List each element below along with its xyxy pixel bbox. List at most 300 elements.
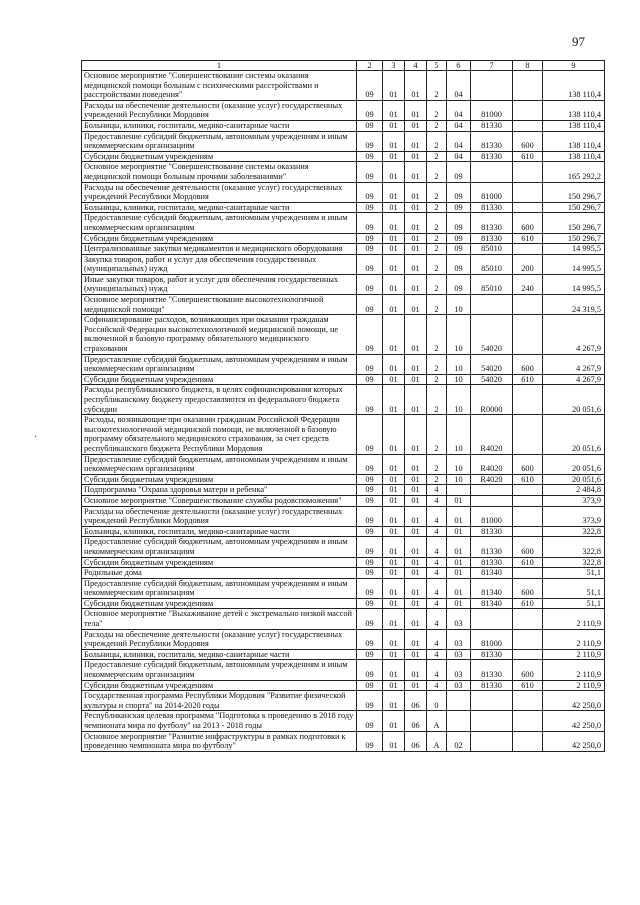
col-subsection: 01 bbox=[405, 274, 427, 294]
col-section: 01 bbox=[383, 568, 405, 579]
col-program: 2 bbox=[427, 374, 447, 385]
page-number: 97 bbox=[572, 34, 585, 49]
col-section: 01 bbox=[383, 120, 405, 131]
col-target bbox=[471, 495, 513, 506]
col-program: 2 bbox=[427, 182, 447, 202]
row-name: Больницы, клиники, госпитали, медико-санитарные части bbox=[82, 202, 357, 213]
col-subprogram bbox=[447, 485, 471, 496]
col-ministry: 09 bbox=[357, 213, 383, 233]
col-ministry: 09 bbox=[357, 711, 383, 731]
col-program: 2 bbox=[427, 202, 447, 213]
col-subprogram: 10 bbox=[447, 354, 471, 374]
table-row bbox=[82, 691, 605, 711]
col-subsection: 01 bbox=[405, 495, 427, 506]
col-section: 01 bbox=[383, 731, 405, 751]
col-section: 01 bbox=[383, 385, 405, 415]
col-subprogram: 01 bbox=[447, 506, 471, 526]
col-target bbox=[471, 295, 513, 315]
col-subsection: 01 bbox=[405, 295, 427, 315]
row-name: Предоставление субсидий бюджетным, автономным учреждениям и иным некоммерческим организациям bbox=[82, 354, 357, 374]
row-name: Родильные дома bbox=[82, 568, 357, 579]
col-program: 4 bbox=[427, 629, 447, 649]
col-subprogram: 04 bbox=[447, 151, 471, 162]
header-cell: 9 bbox=[543, 61, 605, 71]
col-amount: 150 296,7 bbox=[543, 202, 605, 213]
col-program: 4 bbox=[427, 537, 447, 557]
row-name: Основное мероприятие "Развитие инфраструктуры в рамках подготовки к проведению чемпионата мира по футболу" bbox=[82, 731, 357, 751]
col-section: 01 bbox=[383, 131, 405, 151]
col-section: 01 bbox=[383, 254, 405, 274]
col-subsection: 01 bbox=[405, 537, 427, 557]
col-program: 2 bbox=[427, 354, 447, 374]
col-program: 2 bbox=[427, 162, 447, 182]
table-row bbox=[82, 151, 605, 162]
col-subsection: 01 bbox=[405, 485, 427, 496]
col-ministry: 09 bbox=[357, 649, 383, 660]
col-section: 01 bbox=[383, 557, 405, 568]
col-ministry: 09 bbox=[357, 274, 383, 294]
col-section: 01 bbox=[383, 315, 405, 354]
col-subprogram: 01 bbox=[447, 598, 471, 609]
col-section: 01 bbox=[383, 454, 405, 474]
row-name: Предоставление субсидий бюджетным, автономным учреждениям и иным некоммерческим организациям bbox=[82, 213, 357, 233]
col-section: 01 bbox=[383, 495, 405, 506]
col-target: 81000 bbox=[471, 100, 513, 120]
col-target: 81330 bbox=[471, 233, 513, 244]
col-subsection: 06 bbox=[405, 711, 427, 731]
row-name: Расходы, возникающие при оказании гражданам Российской Федерации высокотехнологичной медицинской помощи, не включенной в базовую программу обязательного медицинского страхования, за счет средств республиканского бюджета Республики Мордовия bbox=[82, 415, 357, 454]
col-ministry: 09 bbox=[357, 202, 383, 213]
col-target: 81000 bbox=[471, 506, 513, 526]
table-row bbox=[82, 474, 605, 485]
col-subsection: 01 bbox=[405, 454, 427, 474]
table-row bbox=[82, 609, 605, 629]
col-amount: 51,1 bbox=[543, 598, 605, 609]
table-row bbox=[82, 568, 605, 579]
col-ministry: 09 bbox=[357, 485, 383, 496]
col-section: 01 bbox=[383, 295, 405, 315]
col-expense-type bbox=[513, 568, 543, 579]
col-ministry: 09 bbox=[357, 578, 383, 598]
col-ministry: 09 bbox=[357, 660, 383, 680]
table-row bbox=[82, 454, 605, 474]
col-expense-type bbox=[513, 182, 543, 202]
table-row bbox=[82, 274, 605, 294]
row-name: Закупка товаров, работ и услуг для обеспечения государственных (муниципальных) нужд bbox=[82, 254, 357, 274]
col-subsection: 06 bbox=[405, 731, 427, 751]
col-section: 01 bbox=[383, 233, 405, 244]
col-subprogram: 03 bbox=[447, 649, 471, 660]
row-name: Предоставление субсидий бюджетным, автономным учреждениям и иным некоммерческим организациям bbox=[82, 660, 357, 680]
col-section: 01 bbox=[383, 182, 405, 202]
col-program: 2 bbox=[427, 213, 447, 233]
col-amount: 138 110,4 bbox=[543, 100, 605, 120]
col-subsection: 01 bbox=[405, 151, 427, 162]
col-section: 01 bbox=[383, 202, 405, 213]
col-amount: 2 110,9 bbox=[543, 649, 605, 660]
col-program: 2 bbox=[427, 274, 447, 294]
col-expense-type bbox=[513, 100, 543, 120]
row-name: Больницы, клиники, госпитали, медико-санитарные части bbox=[82, 649, 357, 660]
col-program: 2 bbox=[427, 71, 447, 101]
col-subprogram: 01 bbox=[447, 537, 471, 557]
col-amount: 138 110,4 bbox=[543, 120, 605, 131]
col-ministry: 09 bbox=[357, 629, 383, 649]
col-target: 81330 bbox=[471, 660, 513, 680]
col-amount: 138 110,4 bbox=[543, 151, 605, 162]
col-subprogram: 09 bbox=[447, 233, 471, 244]
col-expense-type: 240 bbox=[513, 274, 543, 294]
col-target: 54020 bbox=[471, 354, 513, 374]
header-cell: 8 bbox=[513, 61, 543, 71]
col-target: 81330 bbox=[471, 557, 513, 568]
col-amount: 2 110,9 bbox=[543, 660, 605, 680]
row-name: Субсидии бюджетным учреждениям bbox=[82, 557, 357, 568]
table-row bbox=[82, 202, 605, 213]
col-subsection: 01 bbox=[405, 415, 427, 454]
col-ministry: 09 bbox=[357, 120, 383, 131]
col-expense-type bbox=[513, 71, 543, 101]
header-cell: 5 bbox=[427, 61, 447, 71]
col-ministry: 09 bbox=[357, 315, 383, 354]
col-subprogram: 09 bbox=[447, 254, 471, 274]
col-section: 01 bbox=[383, 598, 405, 609]
col-subsection: 01 bbox=[405, 578, 427, 598]
col-ministry: 09 bbox=[357, 233, 383, 244]
col-ministry: 09 bbox=[357, 162, 383, 182]
col-subsection: 01 bbox=[405, 254, 427, 274]
col-program: 2 bbox=[427, 295, 447, 315]
col-target: R0000 bbox=[471, 385, 513, 415]
col-ministry: 09 bbox=[357, 415, 383, 454]
col-program: 2 bbox=[427, 315, 447, 354]
col-target bbox=[471, 71, 513, 101]
col-subsection: 01 bbox=[405, 474, 427, 485]
col-program: 4 bbox=[427, 485, 447, 496]
col-section: 01 bbox=[383, 415, 405, 454]
col-amount: 138 110,4 bbox=[543, 71, 605, 101]
col-ministry: 09 bbox=[357, 295, 383, 315]
col-ministry: 09 bbox=[357, 609, 383, 629]
header-cell: 6 bbox=[447, 61, 471, 71]
col-section: 01 bbox=[383, 244, 405, 255]
col-amount: 51,1 bbox=[543, 578, 605, 598]
row-name: Субсидии бюджетным учреждениям bbox=[82, 374, 357, 385]
col-ministry: 09 bbox=[357, 506, 383, 526]
table-row bbox=[82, 537, 605, 557]
table-row bbox=[82, 711, 605, 731]
header-cell: 2 bbox=[357, 61, 383, 71]
col-expense-type: 610 bbox=[513, 374, 543, 385]
col-amount: 373,9 bbox=[543, 506, 605, 526]
col-ministry: 09 bbox=[357, 680, 383, 691]
col-subprogram: 10 bbox=[447, 454, 471, 474]
row-name: Основное мероприятие "Совершенствование высокотехнологичной медицинской помощи" bbox=[82, 295, 357, 315]
table-row bbox=[82, 131, 605, 151]
col-expense-type: 610 bbox=[513, 151, 543, 162]
col-section: 01 bbox=[383, 649, 405, 660]
col-subprogram: 01 bbox=[447, 578, 471, 598]
row-name: Больницы, клиники, госпитали, медико-санитарные части bbox=[82, 526, 357, 537]
col-section: 01 bbox=[383, 100, 405, 120]
col-subprogram: 01 bbox=[447, 526, 471, 537]
col-subprogram: 01 bbox=[447, 557, 471, 568]
row-name: Расходы на обеспечение деятельности (оказание услуг) государственных учреждений Республики Мордовия bbox=[82, 629, 357, 649]
col-subprogram: 09 bbox=[447, 202, 471, 213]
row-name: Подпрограмма "Охрана здоровья матери и ребенка" bbox=[82, 485, 357, 496]
table-row bbox=[82, 100, 605, 120]
col-program: 2 bbox=[427, 454, 447, 474]
col-subprogram: 09 bbox=[447, 213, 471, 233]
table-row bbox=[82, 680, 605, 691]
col-section: 01 bbox=[383, 151, 405, 162]
col-program: А bbox=[427, 731, 447, 751]
col-subprogram: 10 bbox=[447, 385, 471, 415]
col-target bbox=[471, 609, 513, 629]
col-ministry: 09 bbox=[357, 495, 383, 506]
col-amount: 20 051,6 bbox=[543, 415, 605, 454]
table-row bbox=[82, 495, 605, 506]
col-subprogram: 03 bbox=[447, 629, 471, 649]
col-program: 2 bbox=[427, 151, 447, 162]
row-name: Софинансирование расходов, возникающих при оказании гражданам Российской Федерации высокотехнологичной медицинской помощи, не включенной в базовую программу обязательного медицинского страхования bbox=[82, 315, 357, 354]
col-target: 81330 bbox=[471, 680, 513, 691]
table-row bbox=[82, 557, 605, 568]
col-subprogram: 10 bbox=[447, 295, 471, 315]
col-subsection: 01 bbox=[405, 100, 427, 120]
row-name: Субсидии бюджетным учреждениям bbox=[82, 598, 357, 609]
col-amount: 24 319,5 bbox=[543, 295, 605, 315]
col-expense-type bbox=[513, 526, 543, 537]
col-section: 01 bbox=[383, 274, 405, 294]
row-name: Субсидии бюджетным учреждениям bbox=[82, 233, 357, 244]
col-amount: 42 250,0 bbox=[543, 711, 605, 731]
col-amount: 138 110,4 bbox=[543, 131, 605, 151]
table-row bbox=[82, 660, 605, 680]
col-program: 2 bbox=[427, 233, 447, 244]
row-name: Расходы на обеспечение деятельности (оказание услуг) государственных учреждений Республики Мордовия bbox=[82, 506, 357, 526]
col-subprogram: 03 bbox=[447, 609, 471, 629]
col-ministry: 09 bbox=[357, 100, 383, 120]
col-subsection: 01 bbox=[405, 680, 427, 691]
table-header-row bbox=[82, 61, 605, 71]
col-subsection: 01 bbox=[405, 354, 427, 374]
col-amount: 150 296,7 bbox=[543, 213, 605, 233]
col-program: 0 bbox=[427, 691, 447, 711]
col-target: 85010 bbox=[471, 244, 513, 255]
col-subsection: 01 bbox=[405, 660, 427, 680]
col-ministry: 09 bbox=[357, 568, 383, 579]
col-subprogram: 04 bbox=[447, 131, 471, 151]
col-expense-type bbox=[513, 691, 543, 711]
col-program: 2 bbox=[427, 474, 447, 485]
col-program: 4 bbox=[427, 526, 447, 537]
col-program: 4 bbox=[427, 660, 447, 680]
col-section: 01 bbox=[383, 485, 405, 496]
col-subsection: 01 bbox=[405, 629, 427, 649]
col-expense-type bbox=[513, 162, 543, 182]
col-target: 81330 bbox=[471, 120, 513, 131]
header-cell: 7 bbox=[471, 61, 513, 71]
col-target bbox=[471, 691, 513, 711]
col-program: 2 bbox=[427, 254, 447, 274]
col-amount: 20 051,6 bbox=[543, 385, 605, 415]
row-name: Основное мероприятие "Выхаживание детей с экстремально низкой массой тела" bbox=[82, 609, 357, 629]
col-amount: 2 110,9 bbox=[543, 609, 605, 629]
col-subsection: 01 bbox=[405, 315, 427, 354]
col-expense-type bbox=[513, 731, 543, 751]
margin-mark: · bbox=[34, 432, 38, 443]
table-row bbox=[82, 213, 605, 233]
row-name: Субсидии бюджетным учреждениям bbox=[82, 151, 357, 162]
col-expense-type bbox=[513, 295, 543, 315]
row-name: Больницы, клиники, госпитали, медико-санитарные части bbox=[82, 120, 357, 131]
col-subsection: 01 bbox=[405, 182, 427, 202]
col-target: 81330 bbox=[471, 202, 513, 213]
col-expense-type: 600 bbox=[513, 537, 543, 557]
col-program: 4 bbox=[427, 609, 447, 629]
col-subsection: 06 bbox=[405, 691, 427, 711]
col-target: R4020 bbox=[471, 415, 513, 454]
col-subsection: 01 bbox=[405, 568, 427, 579]
col-expense-type: 610 bbox=[513, 233, 543, 244]
col-ministry: 09 bbox=[357, 731, 383, 751]
col-amount: 150 296,7 bbox=[543, 182, 605, 202]
col-amount: 20 051,6 bbox=[543, 474, 605, 485]
row-name: Иные закупки товаров, работ и услуг для обеспечения государственных (муниципальных) нужд bbox=[82, 274, 357, 294]
table-row bbox=[82, 526, 605, 537]
col-expense-type bbox=[513, 385, 543, 415]
col-target: 81340 bbox=[471, 598, 513, 609]
col-program: 4 bbox=[427, 495, 447, 506]
col-target: 54020 bbox=[471, 315, 513, 354]
col-ministry: 09 bbox=[357, 474, 383, 485]
row-name: Основное мероприятие "Совершенствование системы оказания медицинской помощи больным прочими заболеваниями" bbox=[82, 162, 357, 182]
col-subprogram bbox=[447, 691, 471, 711]
table-row bbox=[82, 182, 605, 202]
col-ministry: 09 bbox=[357, 354, 383, 374]
row-name: Предоставление субсидий бюджетным, автономным учреждениям и иным некоммерческим организациям bbox=[82, 454, 357, 474]
col-subsection: 01 bbox=[405, 649, 427, 660]
table-row bbox=[82, 374, 605, 385]
col-target: 81330 bbox=[471, 649, 513, 660]
col-target bbox=[471, 711, 513, 731]
col-expense-type bbox=[513, 629, 543, 649]
col-subprogram: 10 bbox=[447, 315, 471, 354]
table-row bbox=[82, 629, 605, 649]
col-amount: 165 292,2 bbox=[543, 162, 605, 182]
row-name: Предоставление субсидий бюджетным, автономным учреждениям и иным некоммерческим организациям bbox=[82, 131, 357, 151]
col-program: 4 bbox=[427, 568, 447, 579]
row-name: Основное мероприятие "Совершенствование системы оказания медицинской помощи больным с психическими расстройствами и расстройствами поведения" bbox=[82, 71, 357, 101]
col-expense-type: 600 bbox=[513, 454, 543, 474]
col-expense-type bbox=[513, 485, 543, 496]
col-expense-type: 200 bbox=[513, 254, 543, 274]
col-subsection: 01 bbox=[405, 120, 427, 131]
table-row bbox=[82, 415, 605, 454]
col-expense-type: 600 bbox=[513, 354, 543, 374]
col-section: 01 bbox=[383, 526, 405, 537]
col-ministry: 09 bbox=[357, 131, 383, 151]
col-section: 01 bbox=[383, 680, 405, 691]
col-target: 81000 bbox=[471, 182, 513, 202]
row-name: Субсидии бюджетным учреждениям bbox=[82, 680, 357, 691]
col-amount: 4 267,9 bbox=[543, 374, 605, 385]
table-row bbox=[82, 162, 605, 182]
table-row bbox=[82, 649, 605, 660]
col-expense-type bbox=[513, 495, 543, 506]
col-subprogram bbox=[447, 711, 471, 731]
col-subsection: 01 bbox=[405, 71, 427, 101]
col-subprogram: 10 bbox=[447, 474, 471, 485]
col-amount: 373,9 bbox=[543, 495, 605, 506]
col-ministry: 09 bbox=[357, 71, 383, 101]
table-row bbox=[82, 385, 605, 415]
col-section: 01 bbox=[383, 374, 405, 385]
row-name: Государственная программа Республики Мордовия "Развитие физической культуры и спорта" на 2014-2020 годы bbox=[82, 691, 357, 711]
col-program: 2 bbox=[427, 415, 447, 454]
col-subsection: 01 bbox=[405, 385, 427, 415]
row-name: Республиканская целевая программа "Подготовка к проведению в 2018 году чемпионата мира по футболу" на 2013 - 2018 годы bbox=[82, 711, 357, 731]
col-amount: 14 995,5 bbox=[543, 254, 605, 274]
col-target: 81330 bbox=[471, 131, 513, 151]
col-amount: 4 267,9 bbox=[543, 315, 605, 354]
header-cell: 1 bbox=[82, 61, 357, 71]
col-target: R4020 bbox=[471, 474, 513, 485]
row-name: Централизованные закупки медикаментов и медицинского оборудования bbox=[82, 244, 357, 255]
row-name: Предоставление субсидий бюджетным, автономным учреждениям и иным некоммерческим организациям bbox=[82, 537, 357, 557]
col-subsection: 01 bbox=[405, 131, 427, 151]
col-subsection: 01 bbox=[405, 374, 427, 385]
col-program: 4 bbox=[427, 598, 447, 609]
col-amount: 14 995,5 bbox=[543, 274, 605, 294]
col-section: 01 bbox=[383, 162, 405, 182]
col-expense-type bbox=[513, 202, 543, 213]
header-cell: 4 bbox=[405, 61, 427, 71]
table-row bbox=[82, 731, 605, 751]
col-program: 4 bbox=[427, 649, 447, 660]
col-program: 4 bbox=[427, 680, 447, 691]
row-name: Расходы на обеспечение деятельности (оказание услуг) государственных учреждений Республики Мордовия bbox=[82, 100, 357, 120]
table-row bbox=[82, 120, 605, 131]
col-target bbox=[471, 162, 513, 182]
col-target: 85010 bbox=[471, 274, 513, 294]
col-section: 01 bbox=[383, 506, 405, 526]
budget-table bbox=[81, 60, 605, 752]
row-name: Субсидии бюджетным учреждениям bbox=[82, 474, 357, 485]
col-amount: 2 110,9 bbox=[543, 680, 605, 691]
col-subsection: 01 bbox=[405, 162, 427, 182]
col-ministry: 09 bbox=[357, 557, 383, 568]
col-ministry: 09 bbox=[357, 151, 383, 162]
col-expense-type: 600 bbox=[513, 131, 543, 151]
col-expense-type bbox=[513, 506, 543, 526]
col-section: 01 bbox=[383, 660, 405, 680]
col-subsection: 01 bbox=[405, 213, 427, 233]
col-amount: 42 250,0 bbox=[543, 691, 605, 711]
col-amount: 20 051,6 bbox=[543, 454, 605, 474]
col-subprogram: 04 bbox=[447, 71, 471, 101]
col-expense-type bbox=[513, 711, 543, 731]
col-program: 4 bbox=[427, 578, 447, 598]
row-name: Расходы республиканского бюджета, в целях софинансирования которых республиканскому бюджету предоставляются из федерального бюджета субсидии bbox=[82, 385, 357, 415]
col-ministry: 09 bbox=[357, 526, 383, 537]
row-name: Предоставление субсидий бюджетным, автономным учреждениям и иным некоммерческим организациям bbox=[82, 578, 357, 598]
col-target: 54020 bbox=[471, 374, 513, 385]
col-subsection: 01 bbox=[405, 557, 427, 568]
col-program: 2 bbox=[427, 385, 447, 415]
table-row bbox=[82, 315, 605, 354]
